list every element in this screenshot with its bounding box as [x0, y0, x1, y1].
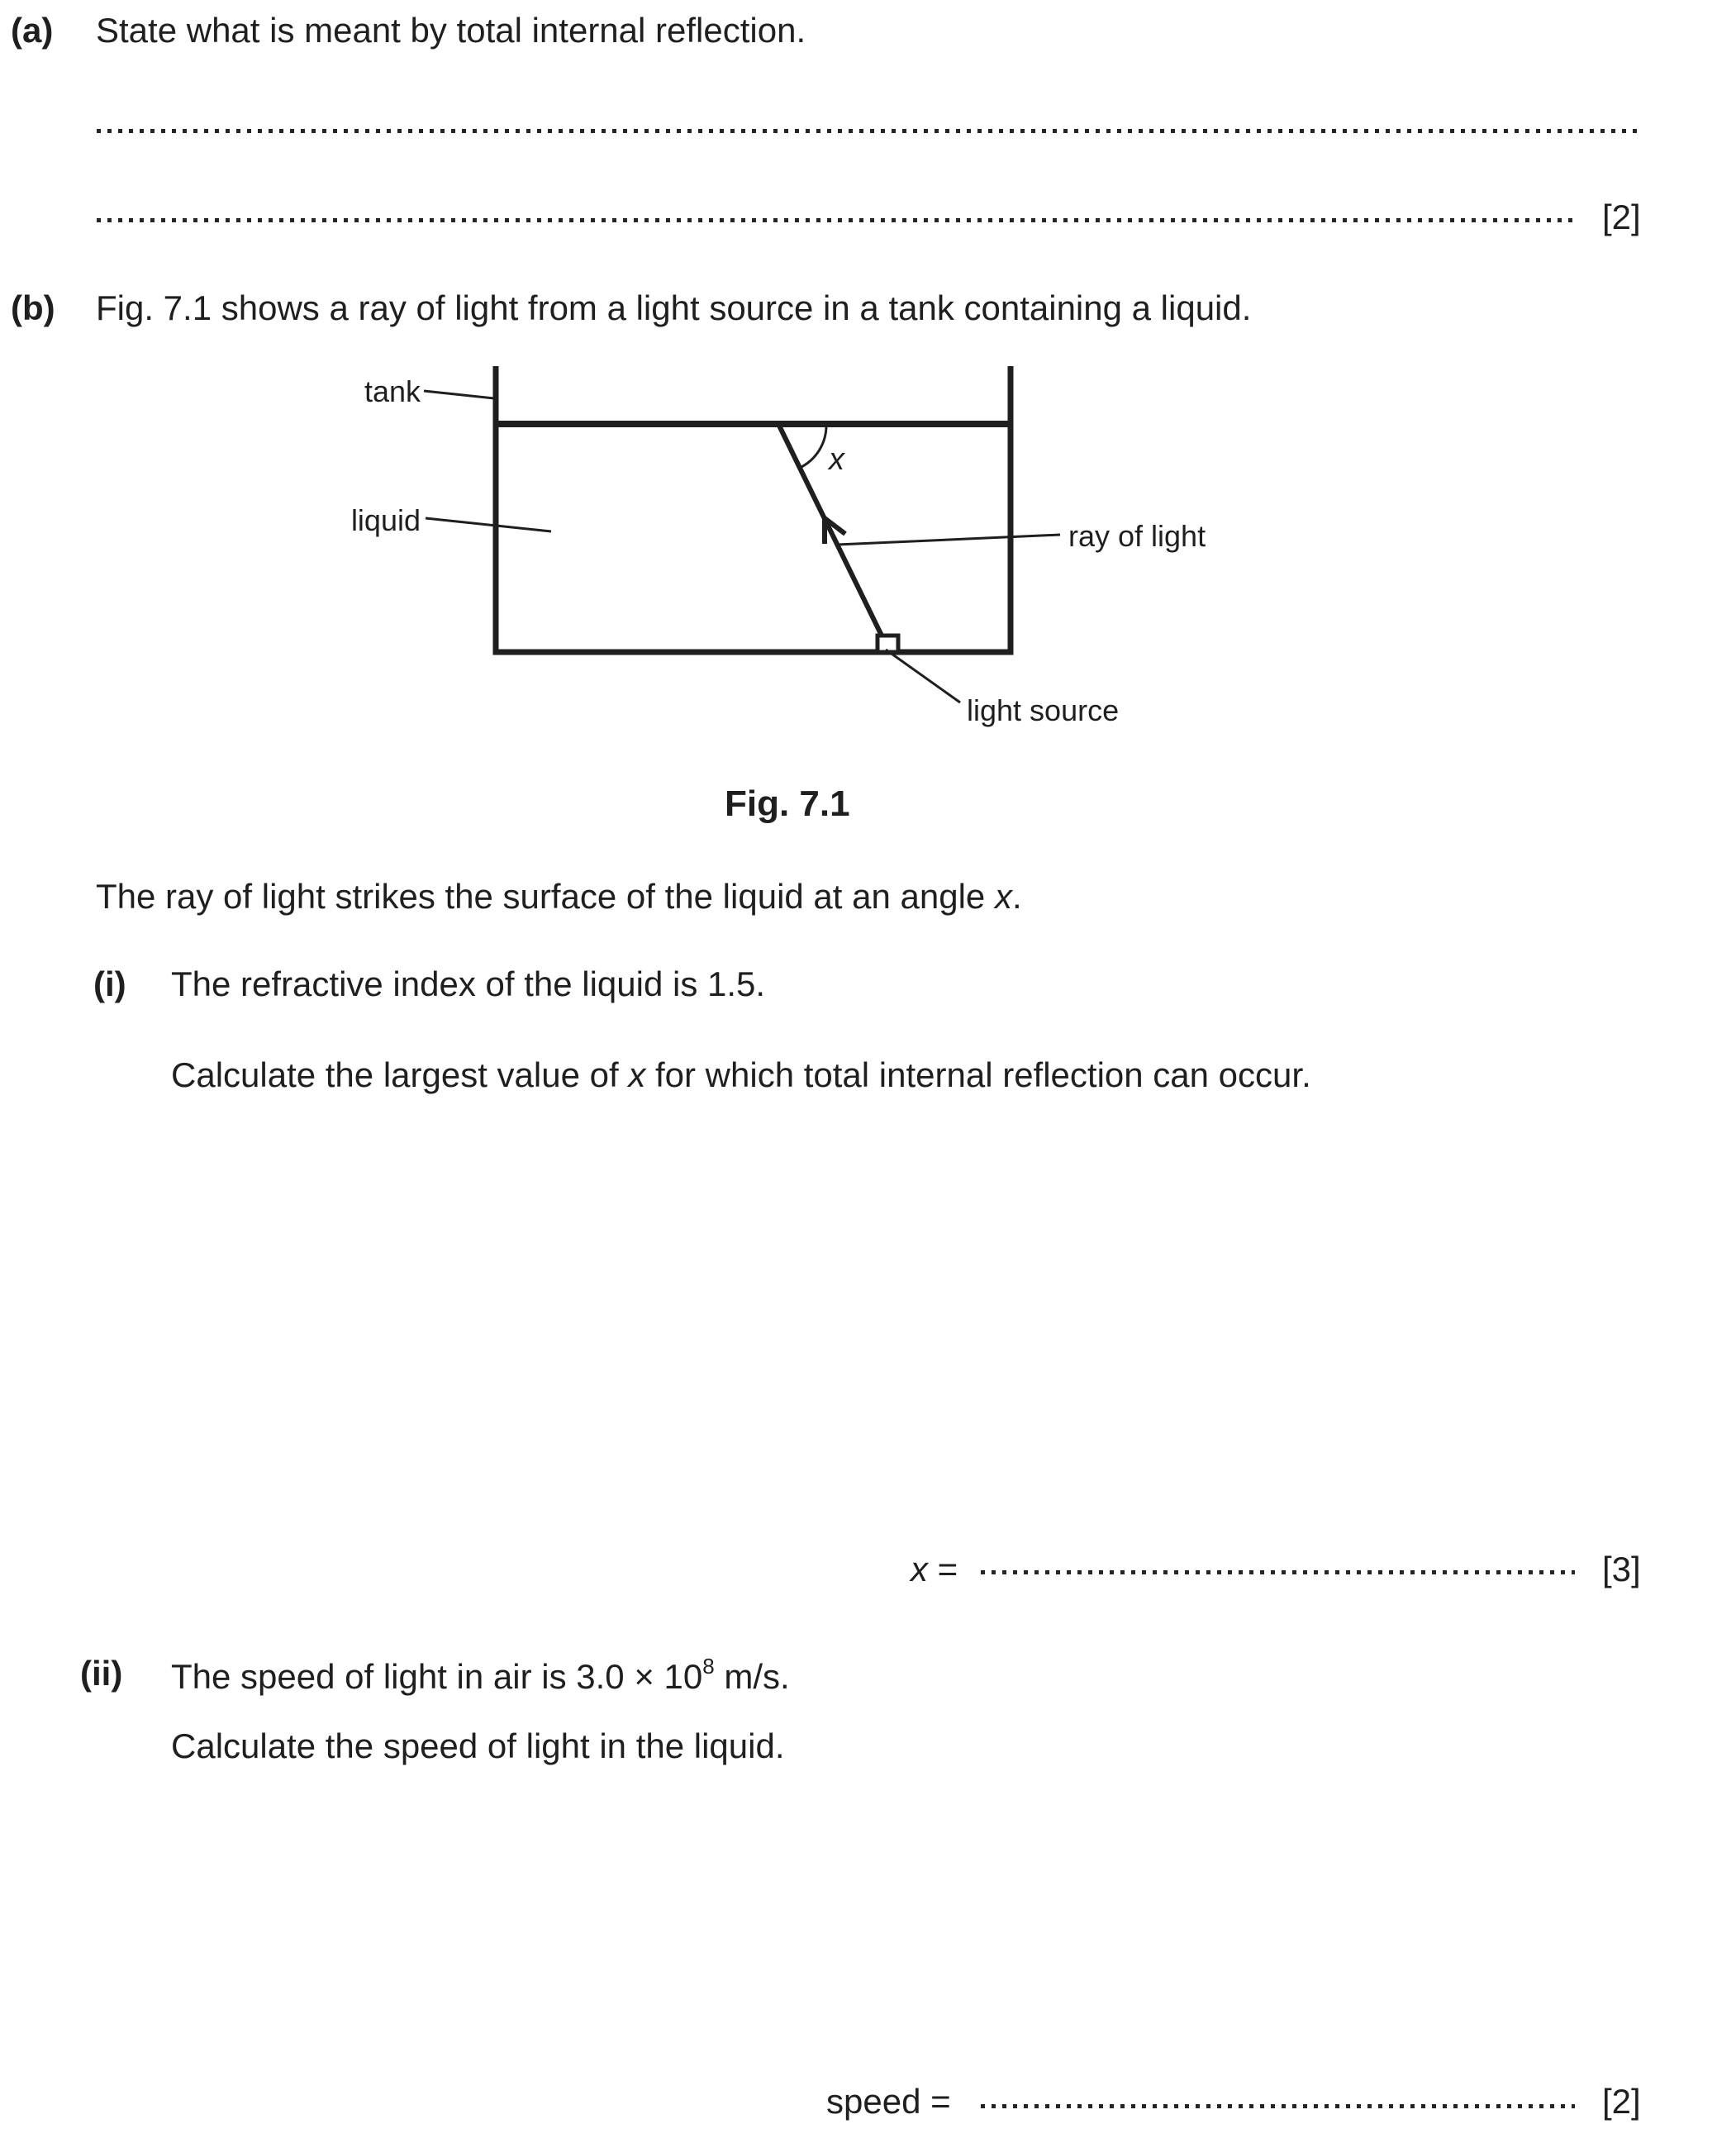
part-a-marks: [2] — [1602, 198, 1641, 236]
part-i-task-prefix: Calculate the largest value of — [171, 1055, 629, 1094]
light-source-label: light source — [967, 693, 1120, 727]
part-i-marks: [3] — [1602, 1550, 1641, 1588]
part-ii-label: (ii) — [80, 1654, 123, 1693]
part-a-label: (a) — [11, 11, 54, 50]
answer-x-equals: = — [937, 1550, 958, 1588]
part-ii-intro-prefix: The speed of light in air is 3.0 × 10 — [171, 1657, 703, 1696]
part-b-label: (b) — [11, 288, 55, 327]
answer-x-label — [911, 1550, 958, 1588]
statement-line — [96, 878, 1022, 916]
liquid-label: liquid — [350, 503, 421, 537]
part-i-label: (i) — [93, 964, 126, 1003]
tank-outline — [496, 366, 1011, 652]
angle-arc — [800, 426, 826, 468]
part-i-intro: The refractive index of the liquid is 1.5. — [171, 964, 766, 1003]
light-source-leader-line — [886, 650, 960, 702]
answer-x-var: x — [911, 1550, 928, 1588]
tank-leader-line — [424, 391, 494, 398]
fig-7-1-diagram — [281, 355, 1372, 752]
part-i-task-suffix: for which total internal reflection can occur. — [645, 1055, 1311, 1094]
part-i-task — [171, 1056, 1311, 1094]
answer-line-speed — [981, 2104, 1575, 2108]
part-ii-task: Calculate the speed of light in the liquid. — [171, 1726, 785, 1765]
part-ii-marks: [2] — [1602, 2082, 1641, 2121]
answer-line-a2 — [97, 218, 1575, 222]
answer-line-x — [981, 1570, 1575, 1574]
statement-var-x: x — [994, 877, 1012, 916]
answer-speed-label: speed = — [826, 2082, 951, 2121]
liquid-leader-line — [426, 518, 551, 531]
part-a-question-text: State what is meant by total internal reflection. — [96, 11, 806, 50]
answer-line-a1 — [97, 129, 1637, 133]
statement-prefix: The ray of light strikes the surface of the liquid at an angle — [96, 877, 995, 916]
part-b-intro-text: Fig. 7.1 shows a ray of light from a light source in a tank containing a liquid. — [96, 288, 1252, 327]
part-ii-intro — [171, 1655, 790, 1696]
angle-x-label: x — [829, 442, 844, 477]
statement-suffix: . — [1011, 877, 1022, 916]
figure-caption: Fig. 7.1 — [725, 783, 850, 824]
ray-of-light-label: ray of light — [1068, 519, 1206, 553]
part-ii-intro-suffix: m/s. — [714, 1657, 790, 1696]
part-i-task-var-x: x — [628, 1055, 646, 1094]
part-ii-intro-superscript: 8 — [702, 1654, 715, 1679]
tank-label: tank — [364, 374, 421, 408]
ray-leader-line — [838, 535, 1060, 545]
